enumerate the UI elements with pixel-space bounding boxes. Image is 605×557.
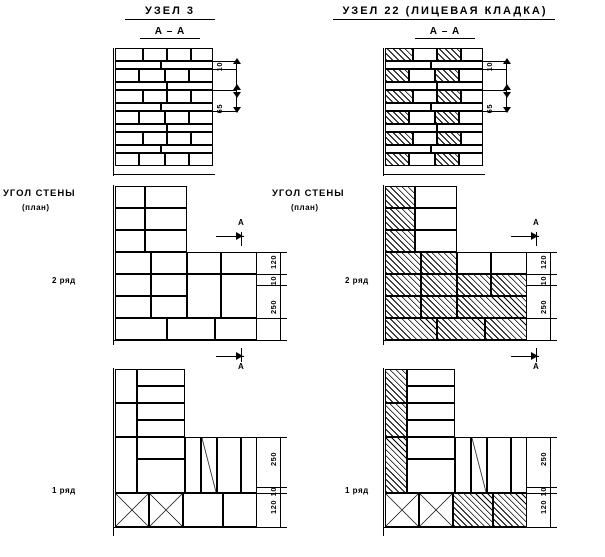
dim-plan1-left-10: 10 bbox=[269, 487, 278, 497]
section-mark-right-top: А bbox=[533, 218, 540, 227]
dim-plan2-left-10: 10 bbox=[269, 276, 278, 286]
dim-plan1-right-10: 10 bbox=[539, 487, 548, 497]
section-mark-left-bottom: А bbox=[238, 362, 245, 371]
corner-label-right: УГОЛ СТЕНЫ bbox=[272, 188, 345, 199]
section-mark-left-top: А bbox=[238, 218, 245, 227]
dim-plan2-left-250: 250 bbox=[269, 300, 278, 315]
dim-plan1-left-120: 120 bbox=[269, 500, 278, 515]
dim-plan2-right-10: 10 bbox=[539, 276, 548, 286]
dim-plan2-right-120: 120 bbox=[539, 255, 548, 270]
section-label-right: А – А bbox=[429, 26, 461, 37]
dim-elev-right-65: 65 bbox=[485, 104, 494, 114]
section-label-left: А – А bbox=[154, 26, 186, 37]
dim-plan2-left-120: 120 bbox=[269, 255, 278, 270]
title-left-underline bbox=[125, 19, 215, 20]
dim-plan2-right-250: 250 bbox=[539, 300, 548, 315]
corner-sublabel-right: (план) bbox=[291, 203, 319, 212]
row-label-2-left: 2 ряд bbox=[52, 276, 76, 285]
corner-sublabel-left: (план) bbox=[22, 203, 50, 212]
row-label-2-right: 2 ряд bbox=[345, 276, 369, 285]
row-label-1-right: 1 ряд bbox=[345, 486, 369, 495]
dim-elev-right-10: 10 bbox=[485, 62, 494, 72]
section-mark-right-bottom: А bbox=[533, 362, 540, 371]
corner-label-left: УГОЛ СТЕНЫ bbox=[3, 188, 76, 199]
dim-elev-left-10: 10 bbox=[215, 62, 224, 72]
dim-plan1-right-250: 250 bbox=[539, 452, 548, 467]
dim-plan1-left-250: 250 bbox=[269, 452, 278, 467]
section-left-underline bbox=[140, 38, 200, 39]
title-right-node: УЗЕЛ 22 (ЛИЦЕВАЯ КЛАДКА) bbox=[342, 5, 548, 17]
dim-plan1-right-120: 120 bbox=[539, 500, 548, 515]
dim-elev-left-65: 65 bbox=[215, 104, 224, 114]
section-right-underline bbox=[415, 38, 475, 39]
row-label-1-left: 1 ряд bbox=[52, 486, 76, 495]
title-right-underline bbox=[333, 19, 555, 20]
title-left-node: УЗЕЛ 3 bbox=[145, 5, 195, 17]
